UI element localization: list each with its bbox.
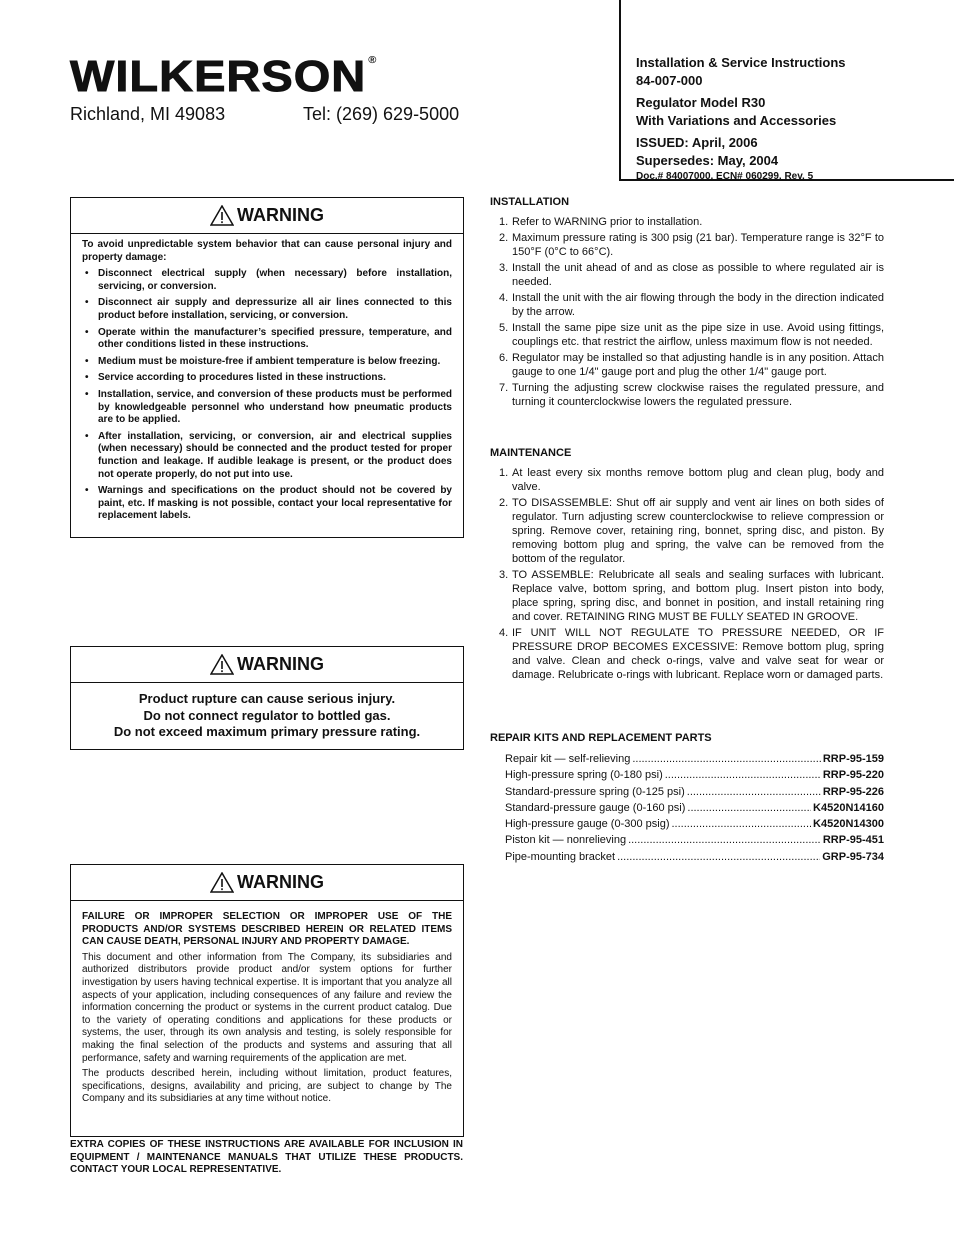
warning-intro: To avoid unpredictable system behavior that can cause personal injury and property damage: xyxy=(82,239,452,263)
warning-item: • Installation, service, and conversion of these products must be performed by knowledgeable personnel who understand how pneumatic products are to be applied. xyxy=(82,389,452,427)
doc-reference: Doc.# 84007000, ECN# 060299, Rev. 5 xyxy=(636,171,814,182)
extra-copies-note: EXTRA COPIES OF THESE INSTRUCTIONS ARE AVAILABLE FOR INCLUSION IN EQUIPMENT / MAINTENANCE MANUALS THAT UTILIZE THESE PRODUCTS. CONTACT YOUR LOCAL REPRESENTATIVE. xyxy=(70,1139,463,1176)
doc-number: 84-007-000 xyxy=(636,72,703,88)
warning-header xyxy=(71,647,463,683)
warning-item: • Warnings and specifications on the product should not be covered by paint, etc. If masking is not possible, contact your local representative for replacement labels. xyxy=(82,485,452,523)
doc-variations: With Variations and Accessories xyxy=(636,112,837,128)
warning-list xyxy=(82,268,452,523)
maintenance-section xyxy=(490,446,884,684)
list-item: 1. Refer to WARNING prior to installation. xyxy=(499,216,703,228)
document-info xyxy=(636,54,946,185)
warning-paragraph: The products described herein, including without limitation, product features, specifications, designs, availability and pricing, are subject to change by The Company and its subsidiaries at any time without notice. xyxy=(82,1068,452,1105)
maintenance-heading: MAINTENANCE xyxy=(490,447,572,459)
logo-text: WILKERSON xyxy=(70,51,367,100)
warning-box-liability xyxy=(70,864,464,1137)
warning-item: • Operate within the manufacturer’s specified pressure, temperature, and other conditions listed in these instructions. xyxy=(82,327,452,352)
warning-line: Product rupture can cause serious injury. xyxy=(138,691,396,706)
company-phone: Tel: (269) 629-5000 xyxy=(303,104,460,124)
warning-title: WARNING xyxy=(237,654,324,674)
parts-row: Pipe-mounting bracket ..... GRP-95-734 xyxy=(490,850,884,866)
list-item: 4. IF UNIT WILL NOT REGULATE TO PRESSURE NEEDED, OR IF PRESSURE DROP BECOMES EXCESSIVE: Remove bottom plug, spring and valve. Clean and check o-rings, valve and valve seat for wear or damage. Relubricate o-rings with lubricant. Replace worn or damaged parts. xyxy=(499,627,884,681)
company-logo xyxy=(70,51,378,100)
list-item: 4. Install the unit with the air flowing through the body in the direction indicated by the arrow. xyxy=(499,292,884,318)
warning-title: WARNING xyxy=(237,872,324,892)
list-item: 3. TO ASSEMBLE: Relubricate all seals and sealing surfaces with lubricant. Replace valve, bottom spring, and bottom plug. Insert piston into body, place spring, spring disc, and bonnet in position, and install retaining ring and cover. RETAINING RING MUST BE FULLY SEATED IN GROOVE. xyxy=(499,569,884,623)
warning-box-rupture xyxy=(70,646,464,750)
list-item: 2. TO DISASSEMBLE: Shut off air supply and vent air lines on both sides of regulator. Turn adjusting screw counterclockwise to relieve compression or spring. Remove cover, retaining ring, bonnet, spring disc, and piston. By removing bottom plug and spring, the valve can be removed from the bottom of the regulator. xyxy=(499,497,884,565)
repair-section xyxy=(490,731,884,866)
list-item: 6. Regulator may be installed so that adjusting handle is in any position. Attach gauge to one 1/4" gauge port and plug the other 1/4" gauge port. xyxy=(499,352,884,378)
parts-row: Standard-pressure gauge (0-160 psi) ..... K4520N14160 xyxy=(490,801,884,817)
warning-item: • After installation, servicing, or conversion, air and electrical supplies (when necessary) should be connected and the product tested for proper function and leakage. If audible leakage is present, or the product does not operate properly, do not put into use. xyxy=(82,431,452,481)
parts-row: Repair kit — self-relieving ..... RRP-95-159 xyxy=(490,752,884,768)
parts-row: Piston kit — nonrelieving ..... RRP-95-451 xyxy=(490,833,884,849)
warning-header xyxy=(71,198,463,234)
installation-section xyxy=(490,195,884,411)
warning-item: • Disconnect air supply and depressurize all air lines connected to this product before installation, servicing, or conversion. xyxy=(82,297,452,322)
repair-heading: REPAIR KITS AND REPLACEMENT PARTS xyxy=(490,732,712,744)
parts-list xyxy=(490,752,884,866)
installation-list xyxy=(490,215,884,409)
list-item: 2. Maximum pressure rating is 300 psig (21 bar). Temperature range is 32°F to 150°F (0°C to 66°C). xyxy=(499,232,884,258)
doc-model: Regulator Model R30 xyxy=(636,95,766,110)
warning-header xyxy=(71,865,463,901)
warning-body xyxy=(71,234,463,523)
warning-box-general xyxy=(70,197,464,538)
registered-mark: ® xyxy=(368,54,378,66)
warning-item: • Disconnect electrical supply (when necessary) before installation, servicing, or conversion. xyxy=(82,268,452,293)
warning-paragraph: This document and other information from The Company, its subsidiaries and authorized distributors provide product and/or system options for further investigation by users having technical expertise. It is important that you analyze all aspects of your application, including consequences of any failure and review the information concerning the product or systems in the current product catalog. Due to the variety of operating conditions and applications for these products or systems, the user, through its own analysis and testing, is solely responsible for making the final selection of the products and systems and assuring that all performance, safety and warning requirements of the application are met. xyxy=(82,951,452,1064)
warning-item: • Medium must be moisture-free if ambient temperature is below freezing. xyxy=(82,356,452,369)
warning-line: Do not exceed maximum primary pressure rating. xyxy=(113,724,421,739)
header-divider-vertical xyxy=(619,0,621,180)
warning-body xyxy=(71,683,463,741)
doc-title: Installation & Service Instructions xyxy=(636,55,846,70)
parts-row: High-pressure gauge (0-300 psig) ..... K4520N14300 xyxy=(490,817,884,833)
parts-row: High-pressure spring (0-180 psi) ..... RRP-95-220 xyxy=(490,768,884,784)
company-address: Richland, MI 49083 xyxy=(70,104,226,124)
warning-triangle-icon xyxy=(210,872,234,893)
list-item: 7. Turning the adjusting screw clockwise raises the regulated pressure, and turning it counterclockwise lowers the regulated pressure. xyxy=(499,382,884,408)
warning-title: WARNING xyxy=(237,205,324,225)
warning-triangle-icon xyxy=(210,654,234,675)
list-item: 3. Install the unit ahead of and as close as possible to where regulated air is needed. xyxy=(499,262,884,288)
doc-supersedes: Supersedes: May, 2004 xyxy=(636,152,779,168)
list-item: 5. Install the same pipe size unit as the pipe size in use. Avoid using fittings, couplings etc. that restrict the airflow, unless maximum flow is not needed. xyxy=(499,322,884,348)
warning-triangle-icon xyxy=(210,205,234,226)
warning-line: Do not connect regulator to bottled gas. xyxy=(143,707,391,723)
list-item: 1. At least every six months remove bottom plug and clean plug, body and valve. xyxy=(499,467,884,493)
doc-issued: ISSUED: April, 2006 xyxy=(636,135,758,150)
warning-item: • Service according to procedures listed in these instructions. xyxy=(82,372,452,385)
warning-body xyxy=(71,901,463,1106)
maintenance-list xyxy=(490,466,884,682)
warning-lead: FAILURE OR IMPROPER SELECTION OR IMPROPER USE OF THE PRODUCTS AND/OR SYSTEMS DESCRIBED HEREIN OR RELATED ITEMS CAN CAUSE DEATH, PERSONAL INJURY AND PROPERTY DAMAGE. xyxy=(82,911,452,948)
parts-row: Standard-pressure spring (0-125 psi) ..... RRP-95-226 xyxy=(490,785,884,801)
installation-heading: INSTALLATION xyxy=(490,196,570,208)
